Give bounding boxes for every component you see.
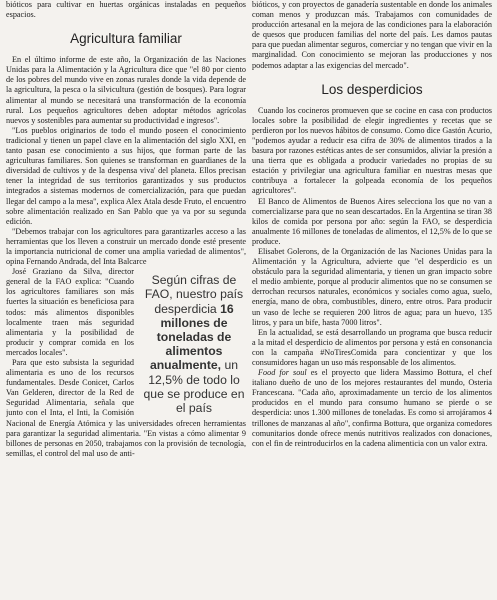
pull-quote-area <box>6 267 246 459</box>
left-column <box>6 0 246 459</box>
body-paragraph: "Debemos trabajar con los agricultores para garantizarles acceso a las herramientas que los lleven a construir un mercado donde esté presente la importancia nutricional de comer una amplia variedad de alimentos", opina Fernando Andrada, del Inta Balcarce <box>6 226 246 267</box>
pull-quote <box>142 273 246 415</box>
intro-text: bióticos para cultivar en huertas orgánicas instaladas en pequeños espacios. <box>6 0 246 20</box>
section-title-agricultura: Agricultura familiar <box>70 31 182 47</box>
body-paragraph: José Graziano da Silva, director general de la FAO explica: "Cuando los agricultores familiares son más fuertes la situación es beneficiosa para todos: más alimentos disponibles localmente traen más seguridad alimentaria y la posibilidad de producir y comprar comida en los mercados locales". <box>6 267 134 357</box>
body-paragraph <box>252 368 492 449</box>
body-paragraph: En la actualidad, se está desarrollando un programa que busca reducir a la mitad el desperdicio de alimentos por persona y está en consonancia con la campaña #NoTiresComida para concientizar y que los consumidores hagan un uso más responsable de los alimentos. <box>252 327 492 367</box>
pull-quote-tail: un 12,5% de todo lo que se produce en el país <box>143 358 245 415</box>
pull-quote-lead: Según cifras de FAO, nuestro país desperdicia <box>144 273 244 316</box>
body-paragraph: Para que esto subsista la seguridad alimentaria es uno de los recursos fundamentales. Desde Conicet, Carlos Van Gelderen, director de la Red de Seguridad Alimentaria, señala que junto con el Inta, el Inti, la Comisión Nacional de Energía Atómica y las universidades ofrecen herramientas para garantizar la seguridad alimentaria. "En vistas a cómo alimentar 9 billones de personas en 2050, trabajamos con la provisión de tecnología, semillas, el control del mal uso de anti- <box>6 358 246 458</box>
body-paragraph: Elisabet Golerons, de la Organización de las Naciones Unidas para la Alimentación y la Agricultura, advierte que "el desperdicio es un obstáculo para la seguridad alimentaria, y tienen un gran impacto sobre el medio ambiente, porque al producir alimentos que no se consumen se derrochan recursos naturales, económicos y sociales como agua, suelo, energía, mano de obra, combustibles, dinero, entre otros. Para producir un vaso de leche se requieren 200 litros de agua; para un huevo, 135 litros, y para un bife, hasta 7000 litros". <box>252 246 492 327</box>
intro-text: bióticos, y con proyectos de ganadería sustentable en donde los animales coman menos y produzcan más. Trabajamos con comunidades de producción artesanal en la mejora de las condiciones para la elaboración de quesos que producen familias del norte del país. Les damos pautas para que puedan alimentar seguros, comerciar y no tengan que vivir en la marginalidad. Con conocimiento se mejoran las producciones y nos podemos adaptar a las exigencias del mercado". <box>252 0 492 70</box>
body-paragraph: El Banco de Alimentos de Buenos Aires selecciona los que no van a comercializarse para que no sean descartados. En la Argentina se tiran 38 kilos de comida por persona por año: según la FAO, se desperdicia anualmente 16 millones de toneladas de alimentos, el 12,5% de lo que se produce. <box>252 196 492 246</box>
project-name: Food for soul <box>258 368 307 378</box>
body-paragraph: En el último informe de este año, la Organización de las Naciones Unidas para la Alimentación y la Agricultura dice que "el 80 por ciento de los pobres del mundo vive en zonas rurales donde la vida depende de la agricultura, la pesca o la silvicultura (gestión de bosques). Para lograr alimentar al mundo se necesitará una transformación de la economía rural. Los pequeños agricultores deben adoptar métodos agrícolas nuevos y sostenibles para aumentar su productividad e ingresos". <box>6 55 246 125</box>
body-paragraph: Cuando los cocineros promueven que se cocine en casa con productos locales sobre la posibilidad de elegir ingredientes y recetas que se perdieron por los nuevos hábitos de consumo. Como dice Gastón Acurio, "podemos ayudar a reducir esa cifra de 30% de alimentos tirados a la basura por razones estéticas antes de ser consumidos, aliviar la presión a una tierra que es obligada a producir variedades no propias de su estación y privilegiar una agricultura familiar en nuestras mesas que contribuya a fortalecer la golpeada economía de los pequeños agricultores". <box>252 105 492 196</box>
section-title-desperdicios: Los desperdicios <box>321 81 423 97</box>
body-paragraph: "Los pueblos originarios de todo el mundo poseen el conocimiento tradicional y tienen un papel clave en la alimentación del siglo XXI, en tanto pasan ese conocimiento a sus hijos, que forman parte de las agriculturas familiares. Son quienes se transforman en guardianes de la diversidad de cultivos y de la despensa viva' del planeta. Ellos precisan tener la integridad de sus territorios garantizados y sus productos integrados a sistemas modernos de comercialización, para que puedan llegar del campo a la mesa", explica Alex Atala desde Fruto, el encuentro sobre alimentación realizado en San Pablo que ya va por su segunda edición. <box>6 125 246 226</box>
right-column <box>252 0 492 449</box>
pull-quote-emphasis: 16 millones de toneladas de alimentos anualmente, <box>149 301 234 373</box>
project-text: es el proyecto que lidera Massimo Bottura, el chef italiano dueño de uno de los mejores restaurantes del mundo, Osteria Francescana. "Cada año, aproximadamente un tercio de los alimentos producidos en el mundo para consumo humano se pierde o se desperdicia: unos 1.300 millones de toneladas. Es como si arrojáramos 4 trillones de manzanas al año", confirma Bottura, que organiza comedores comunitarios donde ofrece menús nutritivos realizados con donaciones, con el fin de reintroducirlos en la cadena alimenticia con un valor extra. <box>252 368 492 448</box>
